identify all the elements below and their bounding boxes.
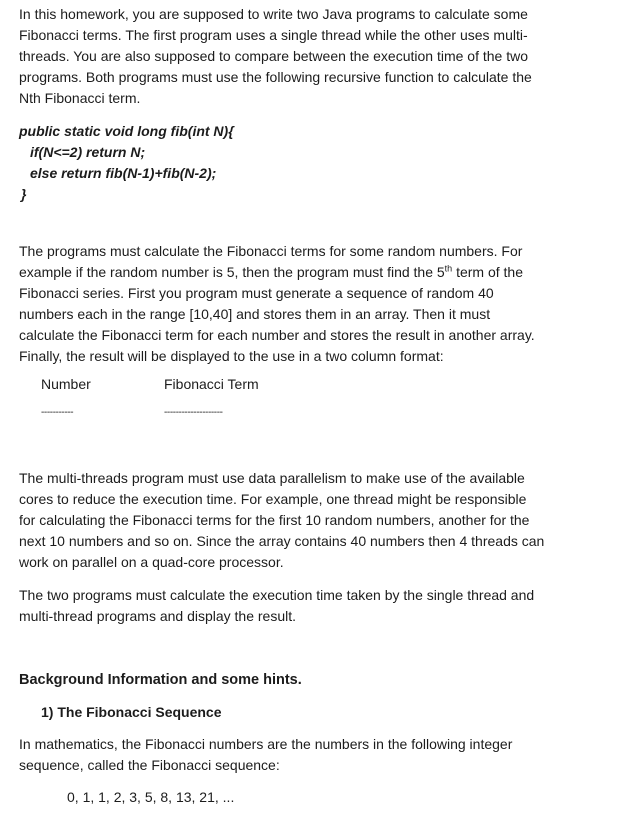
text-line: In mathematics, the Fibonacci numbers are the numbers in the following integer bbox=[19, 736, 513, 752]
text-line: threads. You are also supposed to compare between the execution time of the two bbox=[19, 48, 528, 64]
output-format-divider bbox=[19, 406, 599, 426]
text-line: Nth Fibonacci term. bbox=[19, 90, 141, 106]
text-line: cores to reduce the execution time. For example, one thread might be responsible bbox=[19, 491, 527, 507]
text-segment: example if the random number is 5, then the program must find the 5 bbox=[19, 264, 445, 280]
text-line: for calculating the Fibonacci terms for the first 10 random numbers, another for the bbox=[19, 512, 530, 528]
text-line: numbers each in the range [10,40] and stores them in an array. Then it must bbox=[19, 306, 491, 322]
subsection-heading: 1) The Fibonacci Sequence bbox=[41, 704, 222, 720]
code-block bbox=[19, 121, 599, 205]
text-segment: term of the bbox=[452, 264, 523, 280]
fibonacci-sequence: 0, 1, 1, 2, 3, 5, 8, 13, 21, ... bbox=[67, 789, 235, 805]
intro-paragraph bbox=[19, 4, 599, 109]
text-line: multi-thread programs and display the result. bbox=[19, 608, 297, 624]
column-fibonacci-label: Fibonacci Term bbox=[164, 376, 259, 392]
text-line: Finally, the result will be displayed to the use in a two column format: bbox=[19, 348, 444, 364]
code-line: if(N<=2) return N; bbox=[30, 144, 146, 160]
superscript: th bbox=[444, 263, 453, 274]
text-line: In this homework, you are supposed to write two Java programs to calculate some bbox=[19, 6, 528, 22]
document-page bbox=[19, 4, 599, 808]
text-line: next 10 numbers and so on. Since the array contains 40 numbers then 4 threads can bbox=[19, 533, 545, 549]
dash-line: -------------------- bbox=[164, 407, 223, 418]
dash-line: ----------- bbox=[41, 407, 74, 418]
code-line: } bbox=[21, 186, 27, 202]
section-heading: Background Information and some hints. bbox=[19, 672, 302, 688]
text-line: The multi-threads program must use data parallelism to make use of the available bbox=[19, 470, 525, 486]
text-line: sequence, called the Fibonacci sequence: bbox=[19, 757, 280, 773]
multithread-paragraph bbox=[19, 468, 599, 573]
code-line: else return fib(N-1)+fib(N-2); bbox=[30, 165, 217, 181]
text-line: work on parallel on a quad-core processor. bbox=[19, 554, 284, 570]
text-line: calculate the Fibonacci term for each number and stores the result in another array. bbox=[19, 327, 535, 343]
fibonacci-definition-paragraph bbox=[19, 734, 599, 776]
text-line: Fibonacci terms. The first program uses a single thread while the other uses multi- bbox=[19, 27, 528, 43]
requirements-paragraph bbox=[19, 241, 599, 367]
text-line: programs. Both programs must use the following recursive function to calculate the bbox=[19, 69, 532, 85]
text-line bbox=[19, 262, 599, 283]
text-line: The two programs must calculate the execution time taken by the single thread and bbox=[19, 587, 535, 603]
execution-time-paragraph bbox=[19, 585, 599, 627]
column-number-label: Number bbox=[41, 376, 91, 392]
output-format-header bbox=[19, 376, 599, 406]
text-line: Fibonacci series. First you program must generate a sequence of random 40 bbox=[19, 285, 494, 301]
code-line: public static void long fib(int N){ bbox=[19, 123, 234, 139]
text-line: The programs must calculate the Fibonacci terms for some random numbers. For bbox=[19, 243, 523, 259]
